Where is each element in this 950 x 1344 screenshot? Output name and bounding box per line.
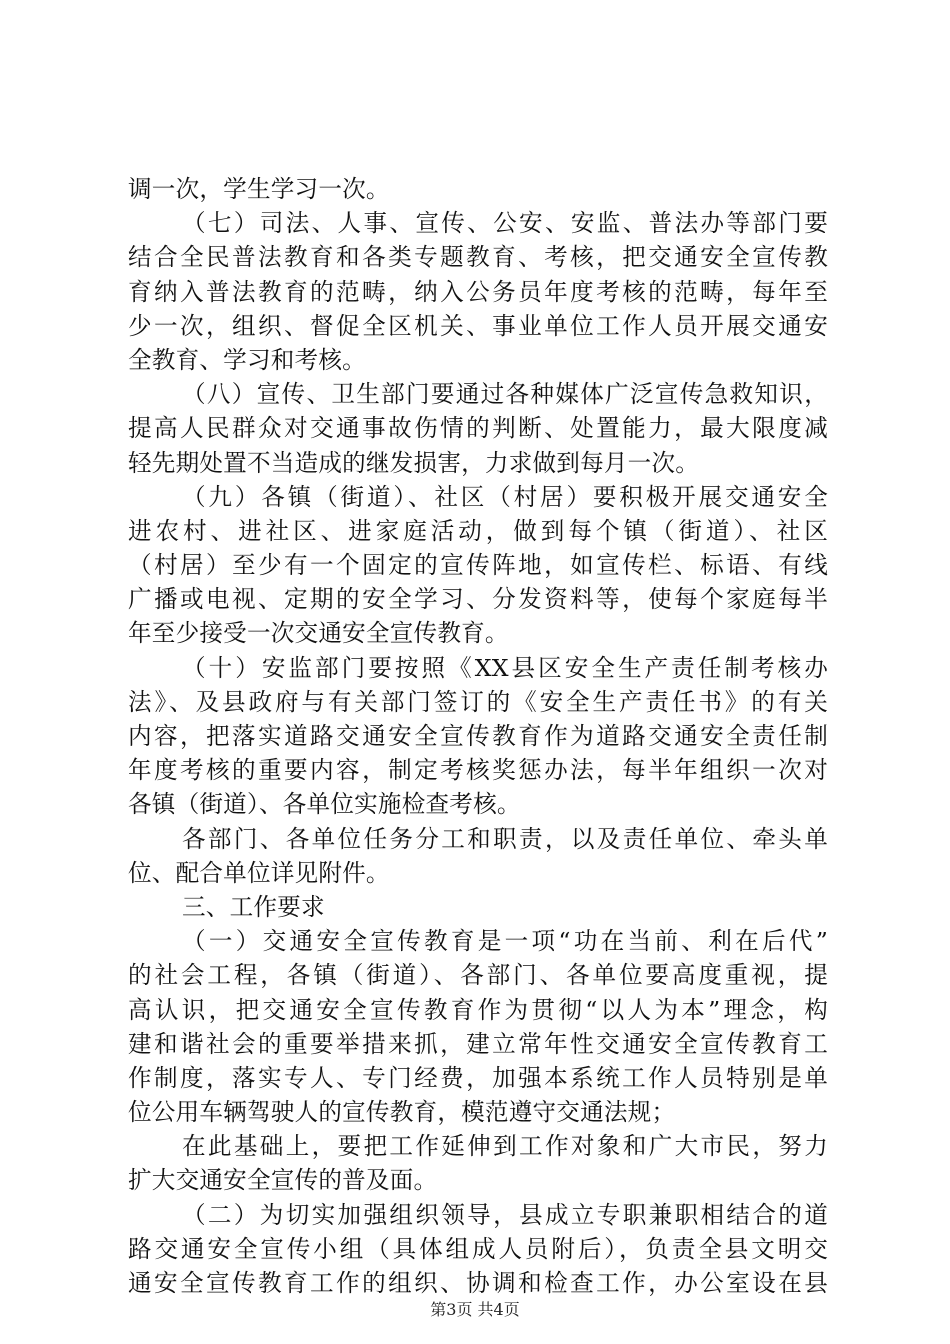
body-text <box>128 172 828 1300</box>
text-line: （二）为切实加强组织领导，县成立专职兼职相结合的道 <box>182 1200 828 1229</box>
text-line: 少一次，组织、督促全区机关、事业单位工作人员开展交通安 <box>128 311 828 340</box>
text-line: 调一次，学生学习一次。 <box>128 175 390 203</box>
text-line: （村居）至少有一个固定的宣传阵地，如宣传栏、标语、有线 <box>128 551 828 580</box>
text-line: （一）交通安全宣传教育是一项“功在当前、利在后代” <box>182 927 828 956</box>
text-line: 路交通安全宣传小组（具体组成人员附后），负责全县文明交 <box>128 1234 828 1263</box>
text-line: 广播或电视、定期的安全学习、分发资料等，使每个家庭每半 <box>128 585 828 614</box>
text-line: 提高人民群众对交通事故伤情的判断、处置能力，最大限度减 <box>128 414 828 443</box>
text-line: 在此基础上，要把工作延伸到工作对象和广大市民，努力 <box>182 1132 828 1161</box>
text-line: 轻先期处置不当造成的继发损害，力求做到每月一次。 <box>128 448 700 477</box>
text-line: 作制度，落实专人、专门经费，加强本系统工作人员特别是单 <box>128 1063 828 1092</box>
text-line: 位、配合单位详见附件。 <box>128 858 390 887</box>
text-line: （九）各镇（街道）、社区（村居）要积极开展交通安全 <box>182 482 828 511</box>
text-line: 年至少接受一次交通安全宣传教育。 <box>128 619 509 648</box>
text-line: 各部门、各单位任务分工和职责，以及责任单位、牵头单 <box>182 824 828 853</box>
text-line: 进农村、进社区、进家庭活动，做到每个镇（街道）、社区 <box>128 516 828 545</box>
text-line: （七）司法、人事、宣传、公安、安监、普法办等部门要 <box>182 209 828 238</box>
text-line: 通安全宣传教育工作的组织、协调和检查工作，办公室设在县 <box>128 1269 828 1297</box>
text-line: 的社会工程，各镇（街道）、各部门、各单位要高度重视，提 <box>128 961 828 990</box>
text-line: 各镇（街道）、各单位实施检查考核。 <box>128 790 521 819</box>
text-line: 扩大交通安全宣传的普及面。 <box>128 1166 438 1195</box>
page-number: 第3页 共4页 <box>430 1300 520 1319</box>
text-line: （十）安监部门要按照《XX县区安全生产责任制考核办 <box>182 653 828 682</box>
text-line: 位公用车辆驾驶人的宣传教育，模范遵守交通法规； <box>128 1098 676 1127</box>
text-line: 结合全民普法教育和各类专题教育、考核，把交通安全宣传教 <box>128 243 828 272</box>
text-line: 育纳入普法教育的范畴，纳入公务员年度考核的范畴，每年至 <box>128 277 828 306</box>
text-line: 建和谐社会的重要举措来抓，建立常年性交通安全宣传教育工 <box>128 1029 828 1058</box>
text-line: 内容，把落实道路交通安全宣传教育作为道路交通安全责任制 <box>128 722 828 750</box>
text-line: 年度考核的重要内容，制定考核奖惩办法，每半年组织一次对 <box>128 756 828 785</box>
text-line: （八）宣传、卫生部门要通过各种媒体广泛宣传急救知识， <box>182 380 828 409</box>
text-line: 法》、及县政府与有关部门签订的《安全生产责任书》的有关 <box>128 687 828 716</box>
text-line: 三、工作要求 <box>182 892 325 921</box>
text-line: 高认识，把交通安全宣传教育作为贯彻“以人为本”理念，构 <box>128 995 828 1024</box>
text-line: 全教育、学习和考核。 <box>128 345 366 374</box>
